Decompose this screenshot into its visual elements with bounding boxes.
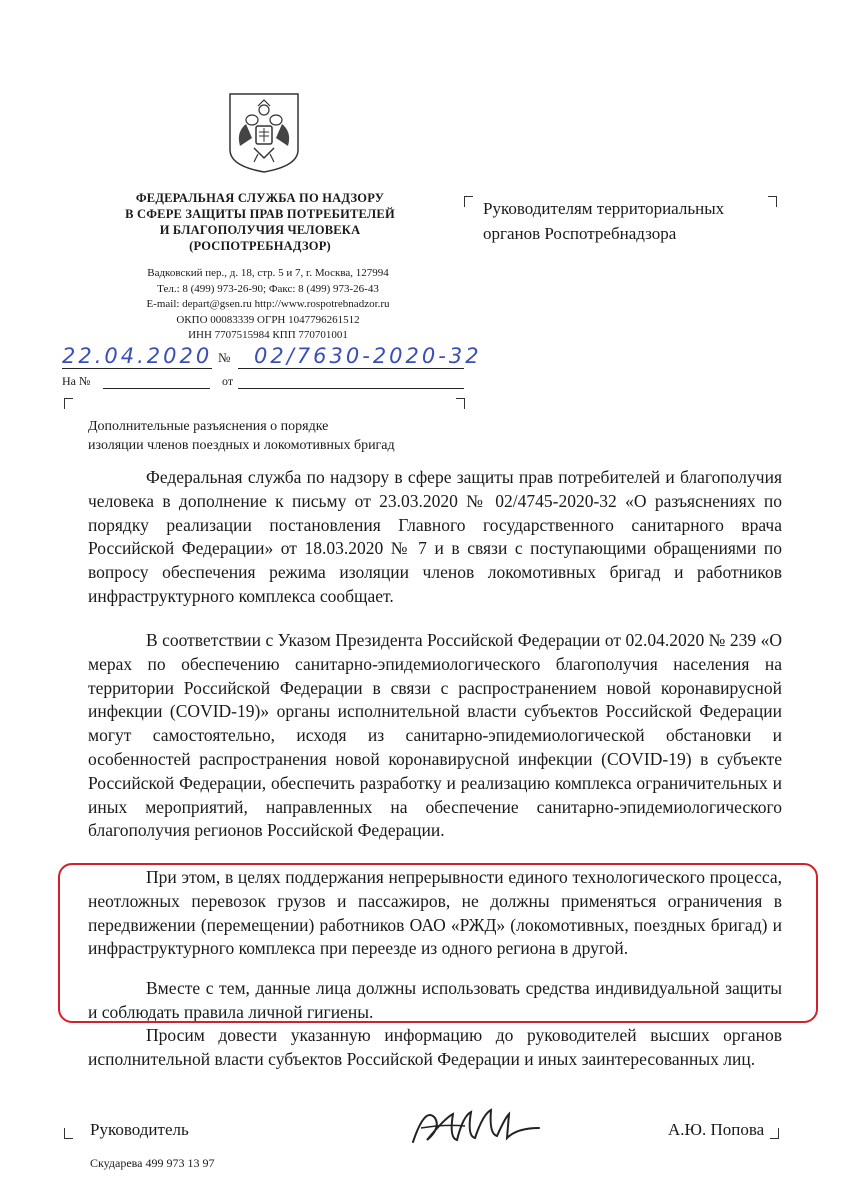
- ref-date-line: [238, 388, 464, 389]
- contact-email: E-mail: depart@gsen.ru http://www.rospotrebnadzor.ru: [146, 298, 390, 310]
- contact-phone: Тел.: 8 (499) 973-26-90; Факс: 8 (499) 973-26-43: [157, 282, 379, 295]
- body-paragraph-2: [88, 629, 782, 843]
- agency-name: [90, 190, 430, 254]
- agency-contacts: [98, 266, 438, 344]
- letter-subject: [88, 417, 478, 455]
- recipient: [483, 196, 783, 246]
- signer-name: А.Ю. Попова: [668, 1120, 765, 1139]
- subject-line-2: изоляции членов поездных и локомотивных бригад: [88, 438, 395, 453]
- contact-address: Вадковский пер., д. 18, стр. 5 и 7, г. Москва, 127994: [147, 267, 389, 279]
- ref-number-line: [103, 388, 210, 389]
- date-underline: [62, 368, 212, 369]
- subject-corner-tr: [456, 398, 465, 409]
- contact-okpo: ОКПО 00083339 ОГРН 1047796261512: [176, 313, 360, 326]
- handwritten-signature: [405, 1098, 545, 1158]
- subject-line-1: Дополнительные разъяснения о порядке: [88, 419, 329, 434]
- recipient-corner-tl: [464, 196, 473, 207]
- number-sign: №: [218, 350, 231, 365]
- agency-line-4: (РОСПОТРЕБНАДЗОР): [189, 239, 331, 253]
- registration-date: 22.04.2020: [62, 344, 213, 368]
- signature-corner-bl: [64, 1128, 73, 1139]
- contact-inn: ИНН 7707515984 КПП 770701001: [188, 329, 348, 341]
- ref-label: На №: [62, 374, 91, 388]
- ref-from-label: от: [222, 374, 234, 388]
- agency-line-2: В СФЕРЕ ЗАЩИТЫ ПРАВ ПОТРЕБИТЕЛЕЙ: [125, 207, 395, 221]
- signature-corner-br: [770, 1128, 779, 1139]
- coat-of-arms-emblem: [228, 92, 300, 174]
- agency-line-1: ФЕДЕРАЛЬНАЯ СЛУЖБА ПО НАДЗОРУ: [135, 191, 385, 205]
- executor-contact: Скударева 499 973 13 97: [90, 1156, 215, 1170]
- paragraph-3-text: При этом, в целях поддержания непрерывности единого технологического процесса, неотложных перевозок грузов и пассажиров, не должны применяться ограничения в передвижении (перемещении) работников ОАО «РЖД» (локомотивных, поездных бригад) и инфраструктурного комплекса при переезде из одного региона в другой.: [88, 867, 782, 959]
- subject-corner-tl: [64, 398, 73, 409]
- paragraph-5-text: Просим довести указанную информацию до руководителей высших органов исполнительной власти субъектов Российской Федерации и иных заинтересованных лиц.: [88, 1025, 782, 1069]
- recipient-line-1: Руководителям территориальных: [483, 199, 725, 218]
- paragraph-2-text: В соответствии с Указом Президента Российской Федерации от 02.04.2020 № 239 «О мерах по обеспечению санитарно-эпидемиологического благополучия населения на территории Российской Федерации в связи с распространением новой коронавирусной инфекции (COVID-19)» органы исполнительной власти субъектов Российской Федерации могут самостоятельно, исходя из санитарно-эпидемиологической обстановки и особенностей распространения новой коронавирусной инфекции (COVID-19) в субъекте Российской Федерации, обеспечить разработку и реализацию комплекса ограничительных и иных мероприятий, направленных на обеспечение санитарно-эпидемиологического благополучия регионов Российской Федерации.: [88, 630, 782, 841]
- agency-line-3: И БЛАГОПОЛУЧИЯ ЧЕЛОВЕКА: [159, 223, 361, 237]
- paragraph-1-text: Федеральная служба по надзору в сфере защиты прав потребителей и благополучия человека в дополнение к письму от 23.03.2020 № 02/4745-2020-32 «О разъяснениях по порядку реализации постановления Главного государственного санитарного врача Российской Федерации» от 18.03.2020 № 7 и в связи с поступающими обращениями по вопросу обеспечения режима изоляции членов локомотивных бригад и работников инфраструктурного комплекса сообщает.: [88, 467, 782, 606]
- registration-number: 02/7630-2020-32: [254, 344, 482, 368]
- paragraph-4-text: Вместе с тем, данные лица должны использовать средства индивидуальной защиты и соблюдать правила личной гигиены.: [88, 978, 782, 1022]
- number-underline: [238, 368, 464, 369]
- body-paragraph-1: [88, 466, 782, 609]
- highlight-frame: [58, 863, 818, 1023]
- recipient-line-2: органов Роспотребнадзора: [483, 224, 677, 243]
- signer-title: Руководитель: [90, 1120, 189, 1139]
- body-paragraph-5: [88, 1024, 782, 1072]
